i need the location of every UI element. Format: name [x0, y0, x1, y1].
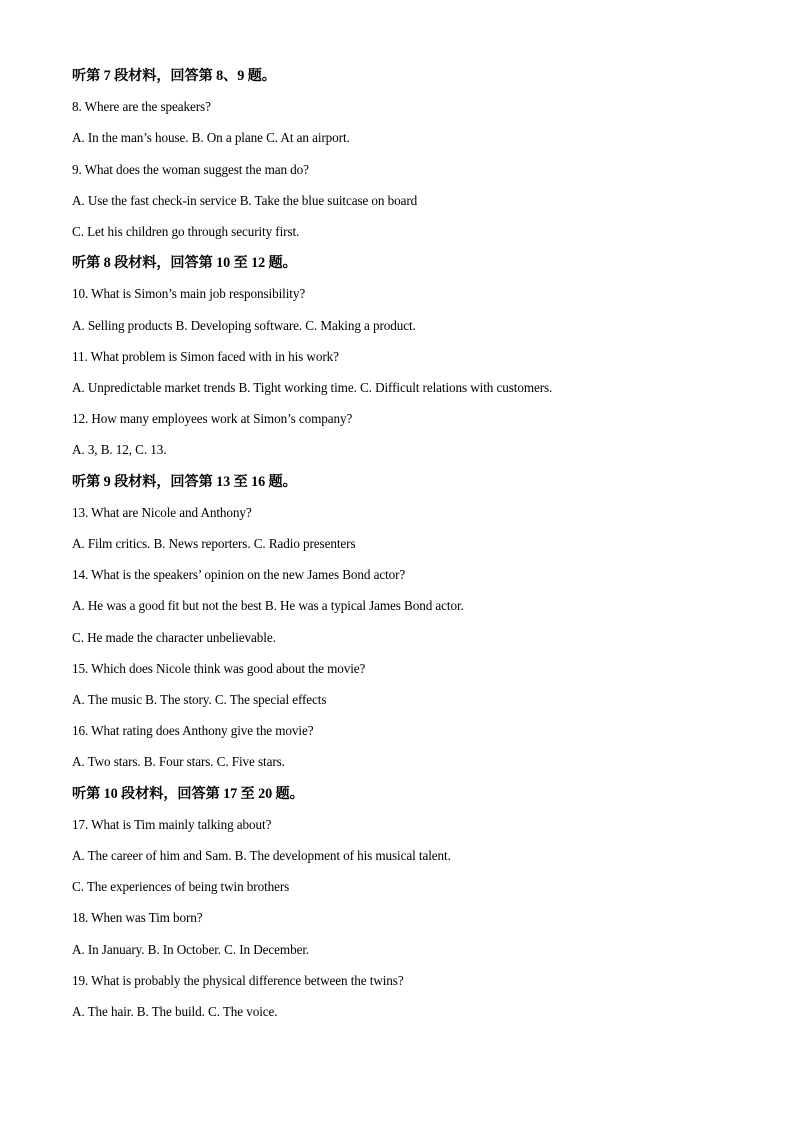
- question-text: 13. What are Nicole and Anthony?: [72, 505, 252, 520]
- answer-options: A. The hair. B. The build. C. The voice.: [72, 1004, 278, 1019]
- section-heading: 听第 8 段材料，回答第 10 至 12 题。: [72, 255, 297, 271]
- question-text: 19. What is probably the physical difference between the twins?: [72, 973, 404, 988]
- answer-options: C. Let his children go through security first.: [72, 224, 300, 239]
- answer-options: A. Unpredictable market trends B. Tight working time. C. Difficult relations with customers.: [72, 380, 553, 395]
- answer-options: A. In the man’s house. B. On a plane C. At an airport.: [72, 130, 350, 145]
- answer-options: A. Two stars. B. Four stars. C. Five stars.: [72, 754, 285, 769]
- question-text: 10. What is Simon’s main job responsibility?: [72, 286, 306, 301]
- question-text: 18. When was Tim born?: [72, 910, 203, 925]
- section-heading: 听第 7 段材料，回答第 8、9 题。: [72, 68, 276, 84]
- question-text: 8. Where are the speakers?: [72, 99, 211, 114]
- question-text: 9. What does the woman suggest the man do?: [72, 162, 309, 177]
- question-text: 12. How many employees work at Simon’s company?: [72, 411, 353, 426]
- answer-options: A. He was a good fit but not the best B. He was a typical James Bond actor.: [72, 598, 464, 613]
- question-text: 15. Which does Nicole think was good about the movie?: [72, 661, 366, 676]
- answer-options: A. The career of him and Sam. B. The development of his musical talent.: [72, 848, 451, 863]
- answer-options: A. In January. B. In October. C. In December.: [72, 942, 310, 957]
- answer-options: C. The experiences of being twin brothers: [72, 879, 290, 894]
- answer-options: A. Use the fast check-in service B. Take the blue suitcase on board: [72, 193, 418, 208]
- section-heading: 听第 9 段材料，回答第 13 至 16 题。: [72, 474, 297, 490]
- answer-options: A. Selling products B. Developing software. C. Making a product.: [72, 318, 416, 333]
- answer-options: A. Film critics. B. News reporters. C. Radio presenters: [72, 536, 356, 551]
- question-text: 14. What is the speakers’ opinion on the new James Bond actor?: [72, 567, 406, 582]
- section-heading: 听第 10 段材料，回答第 17 至 20 题。: [72, 786, 304, 802]
- answer-options: C. He made the character unbelievable.: [72, 630, 276, 645]
- question-text: 17. What is Tim mainly talking about?: [72, 817, 272, 832]
- question-text: 11. What problem is Simon faced with in his work?: [72, 349, 339, 364]
- answer-options: A. The music B. The story. C. The special effects: [72, 692, 327, 707]
- question-text: 16. What rating does Anthony give the movie?: [72, 723, 314, 738]
- answer-options: A. 3, B. 12, C. 13.: [72, 442, 167, 457]
